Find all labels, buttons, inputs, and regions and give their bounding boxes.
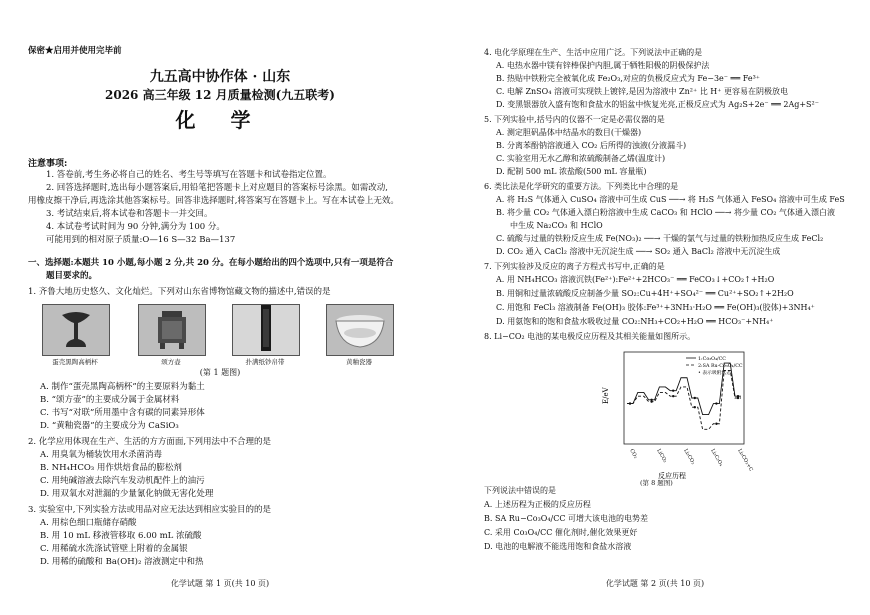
figure-caption: 黄釉瓷器 [346,358,372,366]
note-line: 3. 考试结束后,将本试卷和答题卡一并交回。 [46,209,213,219]
q7-option: C. 用饱和 FeCl₃ 溶液制备 Fe(OH)₃ 胶体:Fe³⁺+3NH₃·H₂O ══ Fe(OH)₃(胶体)+3NH₄⁺ [496,303,815,312]
chart-point [737,397,739,399]
q4-stem: 4. 电化学原理在生产、生活中应用广泛。下列说法中正确的是 [484,48,703,57]
q6-option: A. 将 H₂S 气体通入 CuSO₄ 溶液中可生成 CuS ──→ 将 H₂S 气体通入 FeSO₄ 溶液中可生成 FeS [496,195,845,204]
notes-heading: 注意事项: [28,159,68,169]
chart-point [629,402,631,404]
q7-option: A. 用 NH₄HCO₃ 溶液沉铁(Fe²⁺):Fe²⁺+2HCO₃⁻ ══ FeCO₃↓+CO₂↑+H₂O [496,275,775,284]
q1-option: A. 制作“蛋壳黑陶高柄杯”的主要原料为黏土 [40,382,205,392]
q1-option: D. “黄釉瓷器”的主要成分为 CaSiO₃ [40,421,179,431]
q5-option: A. 测定胆矾晶体中结晶水的数目(干燥器) [496,128,642,137]
chart-legend-entry: 2:SA Ru-Co₃O₄/CC [698,364,743,369]
chart-point [694,406,696,408]
q7-stem: 7. 下列实验涉及反应的离子方程式书写中,正确的是 [484,262,665,271]
chart-legend-entry: 1:Co₃O₄/CC [698,357,726,362]
artifact-image [138,304,206,356]
q6-stem: 6. 类比法是化学研究的重要方法。下列类比中合理的是 [484,182,679,191]
figure-caption: 蛋壳黑陶高柄杯 [52,358,98,366]
section-title-cont: 题目要求的。 [46,271,98,281]
q8-option: A. 上述历程为正极的反应历程 [484,500,591,509]
artifact-image [232,304,300,356]
q4-option: B. 热贴中铁粉完全被氧化成 Fe₂O₃,对应的负极反应式为 Fe−3e⁻ ══ Fe³⁺ [496,74,761,83]
q8-fig-caption: (第 8 题图) [640,479,673,487]
q1-option: C. 书写“对联”所用墨中含有碳的同素异形体 [40,408,205,418]
q3-option: D. 用稀的硫酸和 Ba(OH)₂ 溶液测定中和热 [40,557,204,567]
confidential-mark: 保密★启用并使用完毕前 [28,46,122,56]
artifact-image [42,304,110,356]
exam-title: 2026 高三年级 12 月质量检测(九五联考) [105,88,335,102]
chart-point [715,423,717,425]
q4-option: C. 电解 ZnSO₄ 溶液可实现铁上镀锌,是因为溶液中 Zn²⁺ 比 H⁺ 更容易在阴极放电 [496,87,789,96]
q8-option: C. 采用 Co₃O₄/CC 催化剂时,催化效果更好 [484,528,638,537]
q3-option: C. 用稀硫水洗涤试管壁上附着的金属银 [40,544,188,554]
page-footer: 化学试题 第 2 页(共 10 页) [605,579,705,588]
q1-figures [36,304,406,366]
q8-stem: 8. Li−CO₂ 电池的某电极反应历程及其相关能量如图所示。 [484,332,696,341]
q2-option: C. 用纯碱溶液去除汽车发动机配件上的油污 [40,476,205,486]
q3-option: B. 用 10 mL 移液管移取 6.00 mL 浓硫酸 [40,531,202,541]
q5-option: C. 实验室用无水乙醇和浓硫酸制备乙烯(温度计) [496,154,666,163]
org-title: 九五高中协作体 · 山东 [149,69,291,85]
q8-question: 下列说法中错误的是 [484,486,556,495]
chart-tick-label: Li₂C₂O₄ [709,448,724,468]
chart-series-line [627,370,741,429]
note-line: 2. 回答选择题时,选出每小题答案后,用铅笔把答题卡上对应题目的答案标号涂黑。如需改动, [46,183,388,193]
q4-option: D. 变黑银器放入盛有饱和食盐水的铝盆中恢复光亮,正极反应式为 Ag₂S+2e⁻ ══ 2Ag+S²⁻ [496,100,819,109]
q6-option: D. CO₂ 通入 CaCl₂ 溶液中无沉淀生成 ──→ SO₂ 通入 BaCl₂ 溶液中无沉淀生成 [496,247,781,256]
chart-xlabel: 反应历程 [658,472,686,480]
chart-tick-label: Li₂CO₃+C [736,448,754,473]
q3-option: A. 用棕色细口瓶储存硝酸 [40,518,137,528]
q2-option: B. NH₄HCO₃ 用作烘焙食品的膨松剂 [40,463,182,473]
chart-tick-label: Li₂CO₂ [682,448,696,466]
note-line: 用橡皮擦干净后,再选涂其他答案标号。回答非选择题时,将答案写在答题卡上。写在本试卷上无效。 [28,196,399,206]
q3-stem: 3. 实验室中,下列实验方法或用品对应无法达到相应实验目的的是 [28,505,272,515]
q8-energy-chart [600,348,754,483]
q8-option: B. SA Ru−Co₃O₄/CC 可增大该电池的电势差 [484,514,649,523]
q1-stem: 1. 齐鲁大地历史悠久、文化灿烂。下列对山东省博物馆藏文物的描述中,错误的是 [28,287,331,297]
figure-caption: 扑满纸钞帛带 [245,358,285,366]
chart-legend-entry: • 表示吸附状态 [698,371,732,376]
chart-point [694,397,696,399]
note-line: 1. 答卷前,考生务必将自己的姓名、考生号等填写在答题卡和试卷指定位置。 [46,170,332,180]
q2-option: A. 用臭氧为桶装饮用水杀菌消毒 [40,450,163,460]
q2-option: D. 用双氧水对泄漏的少量氰化钠做无害化处理 [40,489,214,499]
chart-point [715,402,717,404]
chart-ylabel: E/eV [602,387,610,404]
page-footer: 化学试题 第 1 页(共 10 页) [170,579,270,588]
note-line: 4. 本试卷考试时间为 90 分钟,满分为 100 分。 [46,222,225,232]
q5-option: B. 分离苯酚钠溶液通入 CO₂ 后所得的浊液(分液漏斗) [496,141,687,150]
q4-option: A. 电热水器中镁有锌棒保护内胆,属于牺牲阳极的阴极保护法 [496,61,710,70]
q8-option: D. 电池的电解液不能选用饱和食盐水溶液 [484,542,632,551]
q6-option: C. 硫酸与过量的铁粉反应生成 Fe(NO₃)₂ ──→ 干燥的氯气与过量的铁粉加热反应生成 FeCl₂ [496,234,824,243]
page-right [440,0,870,615]
chart-point [672,395,674,397]
q1-option: B. “颂方壶”的主要成分属于金属材料 [40,395,180,405]
q7-option: D. 用氨饱和的饱和食盐水吸收过量 CO₂:NH₃+CO₂+H₂O ══ HCO₃⁻+NH₄⁺ [496,317,774,326]
chart-point [672,389,674,391]
q7-option: B. 用铜和过量浓硫酸反应制备少量 SO₂:Cu+4H⁺+SO₄²⁻ ══ Cu²⁺+SO₂↑+2H₂O [496,289,794,298]
subject-title: 化 学 [175,108,265,132]
chart-point [650,400,652,402]
q6-option-cont: 中生成 Na₂CO₃ 和 HClO [510,221,603,230]
section-title: 一、选择题:本题共 10 小题,每小题 2 分,共 20 分。在每小题给出的四个选项中,只有一项是符合 [28,258,394,268]
figure-caption: 颂方壶 [161,358,181,366]
q5-stem: 5. 下列实验中,括号内的仪器不一定是必需仪器的是 [484,115,665,124]
q1-fig-caption: (第 1 题图) [199,368,241,377]
chart-tick-label: CO₂ [628,448,639,460]
artifact-image [326,304,394,356]
q5-option: D. 配制 500 mL 浓盐酸(500 mL 容量瓶) [496,167,647,176]
q2-stem: 2. 化学应用体现在生产、生活的方方面面,下列用法中不合理的是 [28,437,272,447]
chart-tick-label: LiCO₂ [655,448,668,464]
q6-option: B. 将少量 CO₂ 气体通入漂白粉溶液中生成 CaCO₃ 和 HClO ──→ 将少量 CO₂ 气体通入漂白液 [496,208,835,217]
note-line: 可能用到的相对原子质量:O—16 S—32 Ba—137 [46,235,236,245]
